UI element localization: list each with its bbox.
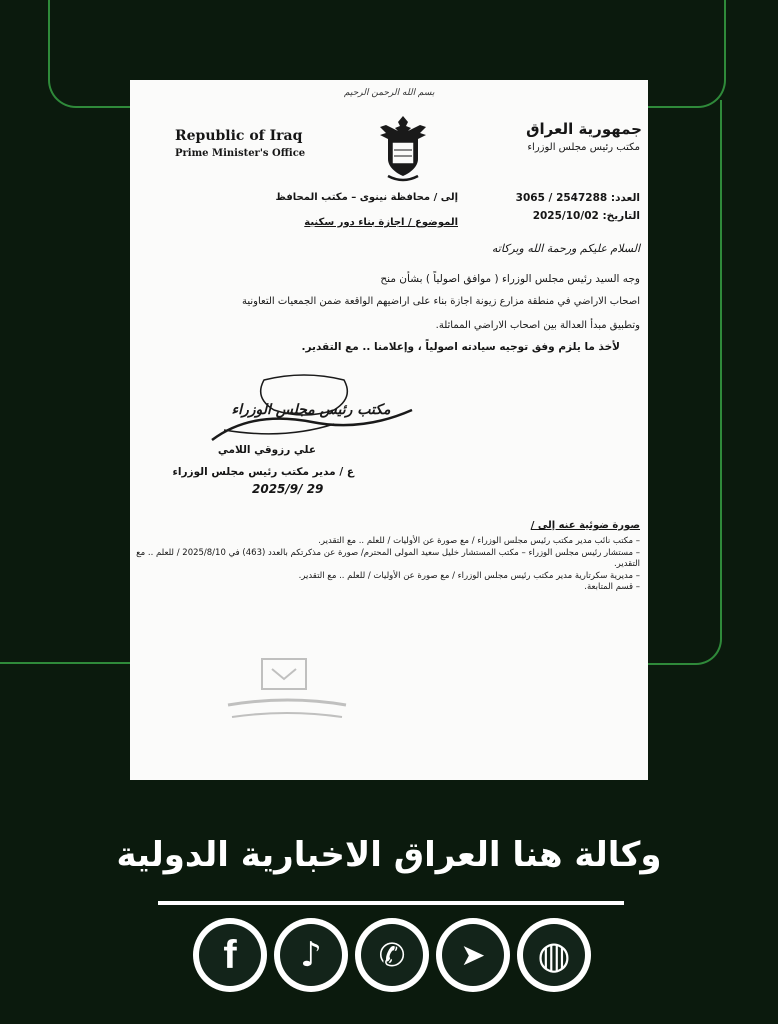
facebook-icon: f xyxy=(199,924,261,986)
letter-body-line: لأخذ ما يلزم وفق توجيه سيادته اصولياً ، وإعلامنا .. مع التقدير. xyxy=(301,341,620,353)
cc-item: – مستشار رئيس مجلس الوزراء – مكتب المستشار خليل سعيد المولى المحترم/ صورة عن مذكرتكم بالعدد (463) في 2025/8/10 / للعلم .. مع التقدير. xyxy=(135,548,640,571)
telegram-icon: ➤ xyxy=(442,924,504,986)
whatsapp-button[interactable] xyxy=(355,918,429,992)
globe-icon: ◍ xyxy=(523,924,585,986)
svg-text:مكتب رئيس مجلس الوزراء: مكتب رئيس مجلس الوزراء xyxy=(231,402,391,418)
whatsapp-icon: ✆ xyxy=(361,924,423,986)
letter-subject: الموضوع / اجازة بناء دور سكنية xyxy=(304,217,458,228)
letter-body-line: وتطبيق مبدأ العدالة بين اصحاب الاراضي المماثلة. xyxy=(435,320,640,331)
facebook-button[interactable] xyxy=(193,918,267,992)
tiktok-icon: ♪ xyxy=(280,924,342,986)
letter-body-line: اصحاب الاراضي في منطقة مزارع زيونة اجازة بناء على اراضيهم الواقعة ضمن الجمعيات التعاونية xyxy=(242,296,640,307)
cc-title: صورة ضوئية عنه إلى / xyxy=(530,520,640,531)
office-seal-signature xyxy=(204,370,418,450)
letter-number: العدد: 2547288 / 3065 xyxy=(515,192,640,204)
official-letter xyxy=(130,80,648,780)
letterhead-en-title: Republic of Iraq xyxy=(175,128,303,144)
signature-date: 2025/9/ 29 xyxy=(252,482,324,496)
letterhead-ar-subtitle: مكتب رئيس مجلس الوزراء xyxy=(527,142,640,153)
website-button[interactable] xyxy=(517,918,591,992)
letterhead-en-subtitle: Prime Minister's Office xyxy=(175,148,306,159)
cc-list xyxy=(135,536,640,594)
signer-name: علي رزوقي اللامي xyxy=(217,444,316,456)
tiktok-button[interactable] xyxy=(274,918,348,992)
social-links xyxy=(193,918,593,992)
basmala: بسم الله الرحمن الرحيم xyxy=(344,88,435,98)
letterhead-ar-title: جمهورية العراق xyxy=(526,120,642,138)
cc-item: – مكتب نائب مدير مكتب رئيس مجلس الوزراء / مع صورة عن الأوليات / للعلم .. مع التقدير. xyxy=(135,536,640,548)
cc-item: – قسم المتابعة. xyxy=(135,582,640,594)
faded-stamp xyxy=(222,655,352,727)
letter-body-line: وجه السيد رئيس مجلس الوزراء ( موافق اصولياً ) بشأن منح xyxy=(380,273,640,285)
agency-name: وكالة هنا العراق الاخبارية الدولية xyxy=(116,835,662,875)
decorative-line-left xyxy=(0,662,132,664)
decorative-frame-right xyxy=(648,100,722,665)
letter-recipient: إلى / محافظة نينوى – مكتب المحافظ xyxy=(275,192,458,203)
letter-date: التاريخ: 2025/10/02 xyxy=(532,210,640,222)
telegram-button[interactable] xyxy=(436,918,510,992)
iraq-emblem-icon xyxy=(370,112,436,188)
letter-greeting: السلام عليكم ورحمة الله وبركاته xyxy=(491,242,640,255)
signer-title: ع / مدير مكتب رئيس مجلس الوزراء xyxy=(172,466,354,478)
agency-divider xyxy=(158,901,624,905)
cc-item: – مديرية سكرتارية مدير مكتب رئيس مجلس الوزراء / مع صورة عن الأوليات / للعلم .. مع التقدير. xyxy=(135,571,640,583)
